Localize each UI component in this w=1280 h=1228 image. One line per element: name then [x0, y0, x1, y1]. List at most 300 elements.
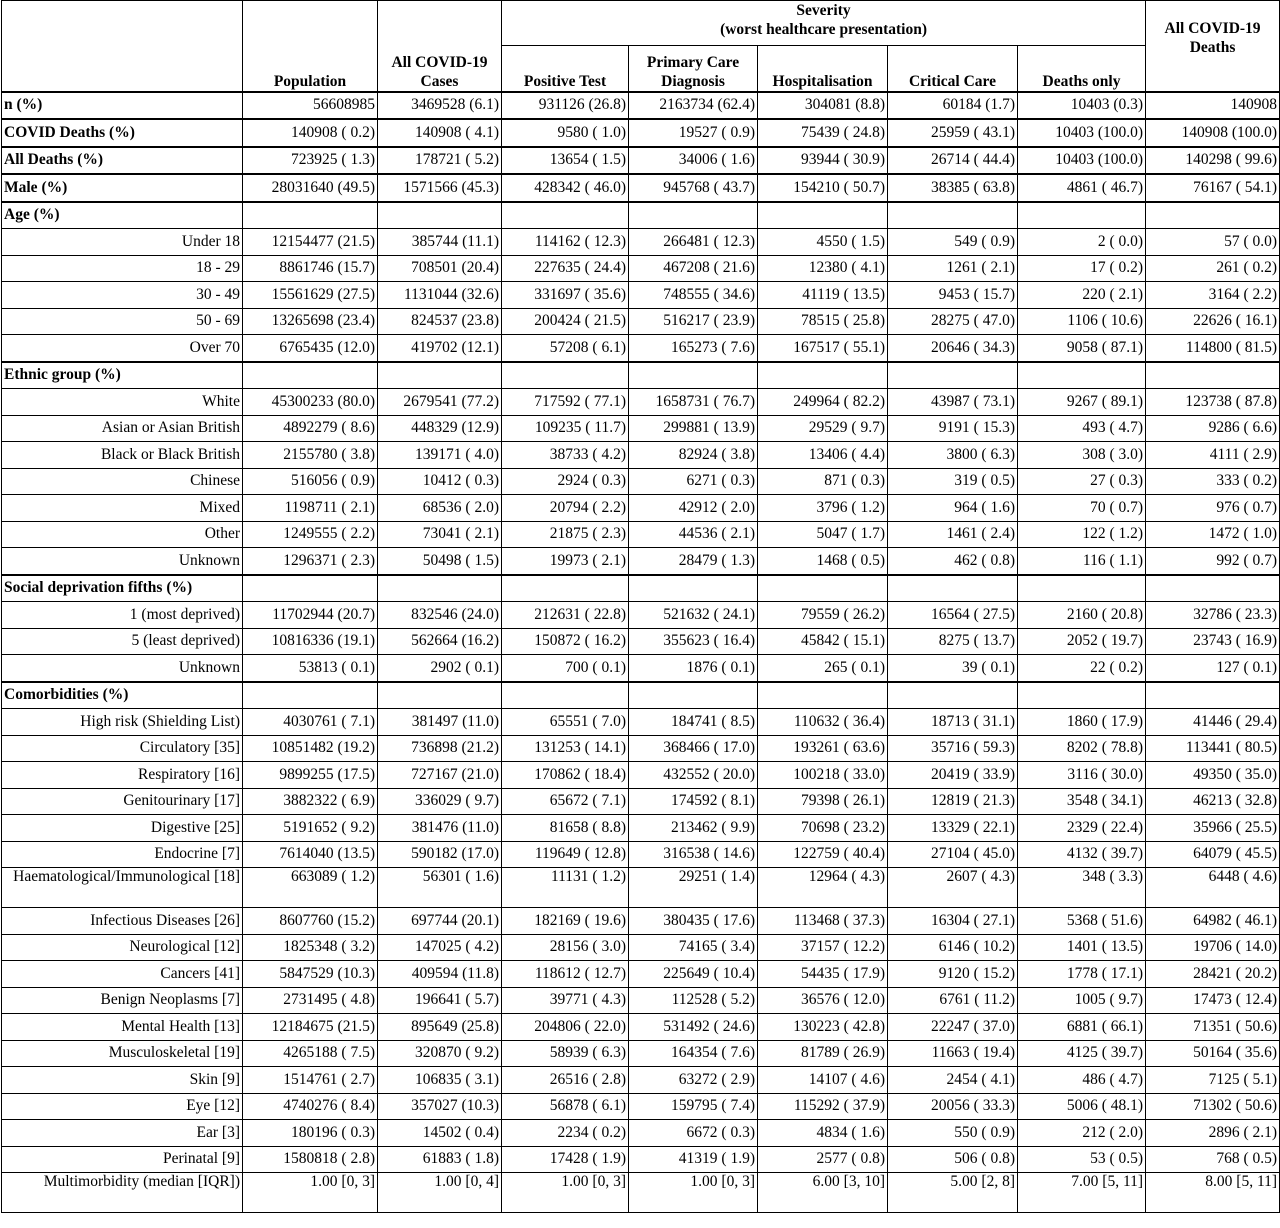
- table-cell: 2924 ( 0.3): [502, 468, 629, 495]
- table-cell: [629, 202, 758, 229]
- table-cell: 127 ( 0.1): [1146, 655, 1280, 682]
- table-cell: 81789 ( 26.9): [758, 1040, 888, 1067]
- table-cell: 768 ( 0.5): [1146, 1146, 1280, 1173]
- table-cell: 11702944 (20.7): [243, 602, 378, 629]
- table-cell: 38733 ( 4.2): [502, 442, 629, 469]
- table-cell: 114162 ( 12.3): [502, 229, 629, 256]
- table-cell: [502, 575, 629, 602]
- table-cell: [888, 682, 1018, 709]
- table-row: [2, 841, 1280, 868]
- row-label: Benign Neoplasms [7]: [2, 987, 243, 1014]
- table-cell: 23743 ( 16.9): [1146, 628, 1280, 655]
- row-label: Endocrine [7]: [2, 841, 243, 868]
- table-cell: 380435 ( 17.6): [629, 908, 758, 935]
- table-cell: 5006 ( 48.1): [1018, 1093, 1146, 1120]
- row-label: 5 (least deprived): [2, 628, 243, 655]
- table-cell: 68536 ( 2.0): [378, 495, 502, 522]
- table-cell: 49350 ( 35.0): [1146, 762, 1280, 789]
- table-row: [2, 1146, 1280, 1173]
- table-cell: 7614040 (13.5): [243, 841, 378, 868]
- table-cell: 8275 ( 13.7): [888, 628, 1018, 655]
- table-cell: 43987 ( 73.1): [888, 389, 1018, 416]
- table-cell: [502, 202, 629, 229]
- table-cell: [243, 575, 378, 602]
- table-cell: 2607 ( 4.3): [888, 868, 1018, 908]
- table-cell: 6672 ( 0.3): [629, 1120, 758, 1147]
- table-cell: 39 ( 0.1): [888, 655, 1018, 682]
- table-cell: 56608985: [243, 92, 378, 120]
- table-cell: 308 ( 3.0): [1018, 442, 1146, 469]
- table-cell: 182169 ( 19.6): [502, 908, 629, 935]
- table-cell: 1131044 (32.6): [378, 282, 502, 309]
- table-row: [2, 255, 1280, 282]
- row-label: n (%): [2, 92, 243, 120]
- table-cell: 20419 ( 33.9): [888, 762, 1018, 789]
- table-cell: 316538 ( 14.6): [629, 841, 758, 868]
- table-cell: 10412 ( 0.3): [378, 468, 502, 495]
- table-cell: 5.00 [2, 8]: [888, 1173, 1018, 1213]
- table-cell: 2 ( 0.0): [1018, 229, 1146, 256]
- table-cell: 164354 ( 7.6): [629, 1040, 758, 1067]
- table-cell: 521632 ( 24.1): [629, 602, 758, 629]
- table-cell: 6765435 (12.0): [243, 335, 378, 362]
- row-label: Eye [12]: [2, 1093, 243, 1120]
- table-cell: 64982 ( 46.1): [1146, 908, 1280, 935]
- table-cell: 13654 ( 1.5): [502, 147, 629, 175]
- table-cell: 871 ( 0.3): [758, 468, 888, 495]
- table-cell: 516056 ( 0.9): [243, 468, 378, 495]
- table-body: [2, 92, 1280, 1213]
- table-cell: 32786 ( 23.3): [1146, 602, 1280, 629]
- table-cell: 131253 ( 14.1): [502, 735, 629, 762]
- row-label: Chinese: [2, 468, 243, 495]
- table-cell: 38385 ( 63.8): [888, 174, 1018, 202]
- table-cell: 17473 ( 12.4): [1146, 987, 1280, 1014]
- table-cell: 22626 ( 16.1): [1146, 308, 1280, 335]
- table-cell: 6881 ( 66.1): [1018, 1014, 1146, 1041]
- table-cell: 700 ( 0.1): [502, 655, 629, 682]
- severity-title: Severity: [796, 2, 851, 19]
- table-cell: 22 ( 0.2): [1018, 655, 1146, 682]
- table-cell: 14107 ( 4.6): [758, 1067, 888, 1094]
- table-cell: 304081 (8.8): [758, 92, 888, 120]
- table-cell: 1580818 ( 2.8): [243, 1146, 378, 1173]
- table-cell: 63272 ( 2.9): [629, 1067, 758, 1094]
- table-cell: 28421 ( 20.2): [1146, 961, 1280, 988]
- table-cell: 28479 ( 1.3): [629, 548, 758, 575]
- table-cell: 4265188 ( 7.5): [243, 1040, 378, 1067]
- table-cell: 12964 ( 4.3): [758, 868, 888, 908]
- table-cell: [758, 575, 888, 602]
- table-cell: 8861746 (15.7): [243, 255, 378, 282]
- table-cell: 381497 (11.0): [378, 709, 502, 736]
- row-label: Multimorbidity (median [IQR]): [2, 1173, 243, 1213]
- table-cell: 1296371 ( 2.3): [243, 548, 378, 575]
- table-row: [2, 229, 1280, 256]
- table-cell: 4861 ( 46.7): [1018, 174, 1146, 202]
- row-label: Male (%): [2, 174, 243, 202]
- table-cell: 35716 ( 59.3): [888, 735, 1018, 762]
- table-cell: 17 ( 0.2): [1018, 255, 1146, 282]
- table-cell: 1571566 (45.3): [378, 174, 502, 202]
- table-cell: 4111 ( 2.9): [1146, 442, 1280, 469]
- table-cell: 1860 ( 17.9): [1018, 709, 1146, 736]
- table-cell: [1018, 682, 1146, 709]
- row-label: Neurological [12]: [2, 934, 243, 961]
- table-cell: 2679541 (77.2): [378, 389, 502, 416]
- corner-header: [2, 1, 243, 92]
- table-cell: 976 ( 0.7): [1146, 495, 1280, 522]
- table-cell: 368466 ( 17.0): [629, 735, 758, 762]
- table-cell: 1.00 [0, 3]: [243, 1173, 378, 1213]
- table-cell: 196641 ( 5.7): [378, 987, 502, 1014]
- table-cell: 112528 ( 5.2): [629, 987, 758, 1014]
- row-label: Skin [9]: [2, 1067, 243, 1094]
- row-label: 18 - 29: [2, 255, 243, 282]
- table-cell: 462 ( 0.8): [888, 548, 1018, 575]
- table-cell: 10403 (0.3): [1018, 92, 1146, 120]
- table-cell: 2160 ( 20.8): [1018, 602, 1146, 629]
- table-cell: 516217 ( 23.9): [629, 308, 758, 335]
- table-cell: 9453 ( 15.7): [888, 282, 1018, 309]
- table-cell: 28156 ( 3.0): [502, 934, 629, 961]
- table-cell: 2454 ( 4.1): [888, 1067, 1018, 1094]
- section-label: Ethnic group (%): [2, 362, 243, 389]
- table-cell: 20646 ( 34.3): [888, 335, 1018, 362]
- table-cell: 140298 ( 99.6): [1146, 147, 1280, 175]
- table-cell: 26516 ( 2.8): [502, 1067, 629, 1094]
- table-cell: 70 ( 0.7): [1018, 495, 1146, 522]
- table-cell: 1778 ( 17.1): [1018, 961, 1146, 988]
- row-label: White: [2, 389, 243, 416]
- table-cell: 1005 ( 9.7): [1018, 987, 1146, 1014]
- table-cell: 3164 ( 2.2): [1146, 282, 1280, 309]
- table-row: [2, 92, 1280, 120]
- table-cell: 110632 ( 36.4): [758, 709, 888, 736]
- table-cell: 193261 ( 63.6): [758, 735, 888, 762]
- table-cell: 54435 ( 17.9): [758, 961, 888, 988]
- table-cell: 1472 ( 1.0): [1146, 521, 1280, 548]
- table-row: [2, 468, 1280, 495]
- table-cell: 44536 ( 2.1): [629, 521, 758, 548]
- table-cell: 10851482 (19.2): [243, 735, 378, 762]
- table-cell: 184741 ( 8.5): [629, 709, 758, 736]
- table-cell: 178721 ( 5.2): [378, 147, 502, 175]
- row-label: Infectious Diseases [26]: [2, 908, 243, 935]
- row-label: Ear [3]: [2, 1120, 243, 1147]
- table-cell: [1146, 202, 1280, 229]
- table-cell: 697744 (20.1): [378, 908, 502, 935]
- table-cell: 16564 ( 27.5): [888, 602, 1018, 629]
- section-row: [2, 682, 1280, 709]
- table-cell: 57 ( 0.0): [1146, 229, 1280, 256]
- table-cell: [758, 682, 888, 709]
- table-cell: 348 ( 3.3): [1018, 868, 1146, 908]
- table-cell: [243, 202, 378, 229]
- table-cell: 19527 ( 0.9): [629, 119, 758, 147]
- table-cell: 1249555 ( 2.2): [243, 521, 378, 548]
- table-cell: 19973 ( 2.1): [502, 548, 629, 575]
- table-cell: 14502 ( 0.4): [378, 1120, 502, 1147]
- table-cell: 824537 (23.8): [378, 308, 502, 335]
- table-cell: 20056 ( 33.3): [888, 1093, 1018, 1120]
- table-cell: 123738 ( 87.8): [1146, 389, 1280, 416]
- table-cell: 2155780 ( 3.8): [243, 442, 378, 469]
- table-cell: [1146, 682, 1280, 709]
- table-cell: 180196 ( 0.3): [243, 1120, 378, 1147]
- table-row: [2, 1173, 1280, 1213]
- table-cell: 79559 ( 26.2): [758, 602, 888, 629]
- table-row: [2, 442, 1280, 469]
- table-cell: 21875 ( 2.3): [502, 521, 629, 548]
- table-cell: 50498 ( 1.5): [378, 548, 502, 575]
- table-cell: [888, 362, 1018, 389]
- table-row: [2, 1014, 1280, 1041]
- table-cell: 1658731 ( 76.7): [629, 389, 758, 416]
- section-row: [2, 362, 1280, 389]
- table-cell: 50164 ( 35.6): [1146, 1040, 1280, 1067]
- table-row: [2, 961, 1280, 988]
- severity-header: [502, 1, 1146, 46]
- row-label: Unknown: [2, 655, 243, 682]
- table-cell: 385744 (11.1): [378, 229, 502, 256]
- table-cell: 53 ( 0.5): [1018, 1146, 1146, 1173]
- table-cell: 100218 ( 33.0): [758, 762, 888, 789]
- table-cell: 748555 ( 34.6): [629, 282, 758, 309]
- table-cell: 320870 ( 9.2): [378, 1040, 502, 1067]
- table-cell: 428342 ( 46.0): [502, 174, 629, 202]
- table-cell: 27104 ( 45.0): [888, 841, 1018, 868]
- table-row: [2, 1120, 1280, 1147]
- table-row: [2, 628, 1280, 655]
- table-cell: 2163734 (62.4): [629, 92, 758, 120]
- table-cell: [758, 202, 888, 229]
- table-cell: 3548 ( 34.1): [1018, 788, 1146, 815]
- table-cell: 29529 ( 9.7): [758, 415, 888, 442]
- table-cell: 115292 ( 37.9): [758, 1093, 888, 1120]
- row-label: Asian or Asian British: [2, 415, 243, 442]
- table-cell: 10403 (100.0): [1018, 119, 1146, 147]
- table-cell: 93944 ( 30.9): [758, 147, 888, 175]
- table-cell: 56878 ( 6.1): [502, 1093, 629, 1120]
- table-cell: 116 ( 1.1): [1018, 548, 1146, 575]
- table-cell: 2052 ( 19.7): [1018, 628, 1146, 655]
- row-label: Mixed: [2, 495, 243, 522]
- table-cell: 73041 ( 2.1): [378, 521, 502, 548]
- row-label: Other: [2, 521, 243, 548]
- table-cell: 212 ( 2.0): [1018, 1120, 1146, 1147]
- table-cell: 1461 ( 2.4): [888, 521, 1018, 548]
- table-cell: 5368 ( 51.6): [1018, 908, 1146, 935]
- table-cell: [378, 202, 502, 229]
- table-cell: 17428 ( 1.9): [502, 1146, 629, 1173]
- table-cell: 266481 ( 12.3): [629, 229, 758, 256]
- severity-subtitle: (worst healthcare presentation): [720, 21, 927, 38]
- all-cases-header: All COVID-19 Cases: [378, 1, 502, 92]
- table-row: [2, 308, 1280, 335]
- section-row: [2, 202, 1280, 229]
- table-cell: 25959 ( 43.1): [888, 119, 1018, 147]
- table-cell: 122 ( 1.2): [1018, 521, 1146, 548]
- table-cell: 9286 ( 6.6): [1146, 415, 1280, 442]
- table-cell: 225649 ( 10.4): [629, 961, 758, 988]
- table-cell: 139171 ( 4.0): [378, 442, 502, 469]
- row-label: Unknown: [2, 548, 243, 575]
- table-cell: [629, 575, 758, 602]
- table-cell: 58939 ( 6.3): [502, 1040, 629, 1067]
- table-cell: 265 ( 0.1): [758, 655, 888, 682]
- table-cell: 562664 (16.2): [378, 628, 502, 655]
- row-label: Circulatory [35]: [2, 735, 243, 762]
- section-row: [2, 575, 1280, 602]
- table-cell: 1.00 [0, 3]: [629, 1173, 758, 1213]
- table-cell: 11663 ( 19.4): [888, 1040, 1018, 1067]
- table-cell: 34006 ( 1.6): [629, 147, 758, 175]
- table-cell: 119649 ( 12.8): [502, 841, 629, 868]
- table-cell: 8607760 (15.2): [243, 908, 378, 935]
- table-row: [2, 1067, 1280, 1094]
- table-cell: [378, 362, 502, 389]
- table-row: [2, 521, 1280, 548]
- table-cell: 57208 ( 6.1): [502, 335, 629, 362]
- table-row: [2, 908, 1280, 935]
- table-cell: 1468 ( 0.5): [758, 548, 888, 575]
- table-cell: 213462 ( 9.9): [629, 815, 758, 842]
- table-cell: 663089 ( 1.2): [243, 868, 378, 908]
- table-cell: 1876 ( 0.1): [629, 655, 758, 682]
- table-cell: 18713 ( 31.1): [888, 709, 1018, 736]
- table-cell: 249964 ( 82.2): [758, 389, 888, 416]
- table-cell: 70698 ( 23.2): [758, 815, 888, 842]
- table-cell: 154210 ( 50.7): [758, 174, 888, 202]
- table-cell: 82924 ( 3.8): [629, 442, 758, 469]
- row-label: Perinatal [9]: [2, 1146, 243, 1173]
- table-cell: 78515 ( 25.8): [758, 308, 888, 335]
- table-cell: 336029 ( 9.7): [378, 788, 502, 815]
- table-cell: 708501 (20.4): [378, 255, 502, 282]
- table-cell: 56301 ( 1.6): [378, 868, 502, 908]
- table-cell: 4834 ( 1.6): [758, 1120, 888, 1147]
- table-cell: 723925 ( 1.3): [243, 147, 378, 175]
- row-label: Musculoskeletal [19]: [2, 1040, 243, 1067]
- table-row: [2, 389, 1280, 416]
- row-label: COVID Deaths (%): [2, 119, 243, 147]
- table-cell: 10816336 (19.1): [243, 628, 378, 655]
- table-cell: 9120 ( 15.2): [888, 961, 1018, 988]
- table-cell: 5191652 ( 9.2): [243, 815, 378, 842]
- table-cell: 5047 ( 1.7): [758, 521, 888, 548]
- table-cell: 9580 ( 1.0): [502, 119, 629, 147]
- table-cell: 6448 ( 4.6): [1146, 868, 1280, 908]
- table-cell: 170862 ( 18.4): [502, 762, 629, 789]
- table-cell: [502, 682, 629, 709]
- table-row: [2, 119, 1280, 147]
- table-cell: 2896 ( 2.1): [1146, 1120, 1280, 1147]
- table-cell: 200424 ( 21.5): [502, 308, 629, 335]
- table-row: [2, 1040, 1280, 1067]
- table-row: [2, 415, 1280, 442]
- table-cell: 118612 ( 12.7): [502, 961, 629, 988]
- table-row: [2, 1093, 1280, 1120]
- table-cell: 945768 ( 43.7): [629, 174, 758, 202]
- row-label: 50 - 69: [2, 308, 243, 335]
- table-cell: 11131 ( 1.2): [502, 868, 629, 908]
- table-cell: 357027 (10.3): [378, 1093, 502, 1120]
- table-cell: 8.00 [5, 11]: [1146, 1173, 1280, 1213]
- section-label: Social deprivation fifths (%): [2, 575, 243, 602]
- table-cell: 467208 ( 21.6): [629, 255, 758, 282]
- table-cell: 220 ( 2.1): [1018, 282, 1146, 309]
- table-row: [2, 868, 1280, 908]
- table-cell: 6271 ( 0.3): [629, 468, 758, 495]
- table-cell: 992 ( 0.7): [1146, 548, 1280, 575]
- critical-care-header: Critical Care: [888, 46, 1018, 92]
- table-cell: 4030761 ( 7.1): [243, 709, 378, 736]
- table-cell: 717592 ( 77.1): [502, 389, 629, 416]
- table-cell: 41446 ( 29.4): [1146, 709, 1280, 736]
- table-cell: 6146 ( 10.2): [888, 934, 1018, 961]
- table-cell: 331697 ( 35.6): [502, 282, 629, 309]
- row-label: Genitourinary [17]: [2, 788, 243, 815]
- table-cell: [378, 682, 502, 709]
- table-cell: 113441 ( 80.5): [1146, 735, 1280, 762]
- table-cell: 319 ( 0.5): [888, 468, 1018, 495]
- section-label: Age (%): [2, 202, 243, 229]
- table-cell: 140908 ( 4.1): [378, 119, 502, 147]
- hospitalisation-header: Hospitalisation: [758, 46, 888, 92]
- table-row: [2, 815, 1280, 842]
- table-cell: 9899255 (17.5): [243, 762, 378, 789]
- table-row: [2, 762, 1280, 789]
- table-row: [2, 709, 1280, 736]
- table-cell: [1146, 575, 1280, 602]
- table-cell: 895649 (25.8): [378, 1014, 502, 1041]
- table-cell: 29251 ( 1.4): [629, 868, 758, 908]
- table-cell: 22247 ( 37.0): [888, 1014, 1018, 1041]
- row-label: Haematological/Immunological [18]: [2, 868, 243, 908]
- table-cell: 2329 ( 22.4): [1018, 815, 1146, 842]
- deaths-only-header: Deaths only: [1018, 46, 1146, 92]
- table-cell: 167517 ( 55.1): [758, 335, 888, 362]
- table-cell: 1198711 ( 2.1): [243, 495, 378, 522]
- table-cell: 13406 ( 4.4): [758, 442, 888, 469]
- table-row: [2, 147, 1280, 175]
- table-cell: 53813 ( 0.1): [243, 655, 378, 682]
- table-row: [2, 282, 1280, 309]
- table-cell: 3469528 (6.1): [378, 92, 502, 120]
- table-cell: 45300233 (80.0): [243, 389, 378, 416]
- table-cell: 4125 ( 39.7): [1018, 1040, 1146, 1067]
- table-cell: 64079 ( 45.5): [1146, 841, 1280, 868]
- table-cell: 12380 ( 4.1): [758, 255, 888, 282]
- table-cell: 493 ( 4.7): [1018, 415, 1146, 442]
- table-cell: 61883 ( 1.8): [378, 1146, 502, 1173]
- table-cell: 3882322 ( 6.9): [243, 788, 378, 815]
- table-cell: 114800 ( 81.5): [1146, 335, 1280, 362]
- table-cell: 531492 ( 24.6): [629, 1014, 758, 1041]
- table-cell: 832546 (24.0): [378, 602, 502, 629]
- table-cell: 10403 (100.0): [1018, 147, 1146, 175]
- table-cell: 1401 ( 13.5): [1018, 934, 1146, 961]
- table-cell: 45842 ( 15.1): [758, 628, 888, 655]
- table-cell: [243, 362, 378, 389]
- table-cell: 1514761 ( 2.7): [243, 1067, 378, 1094]
- table-cell: 3796 ( 1.2): [758, 495, 888, 522]
- table-cell: 65672 ( 7.1): [502, 788, 629, 815]
- table-cell: 42912 ( 2.0): [629, 495, 758, 522]
- table-cell: 39771 ( 4.3): [502, 987, 629, 1014]
- row-label: Mental Health [13]: [2, 1014, 243, 1041]
